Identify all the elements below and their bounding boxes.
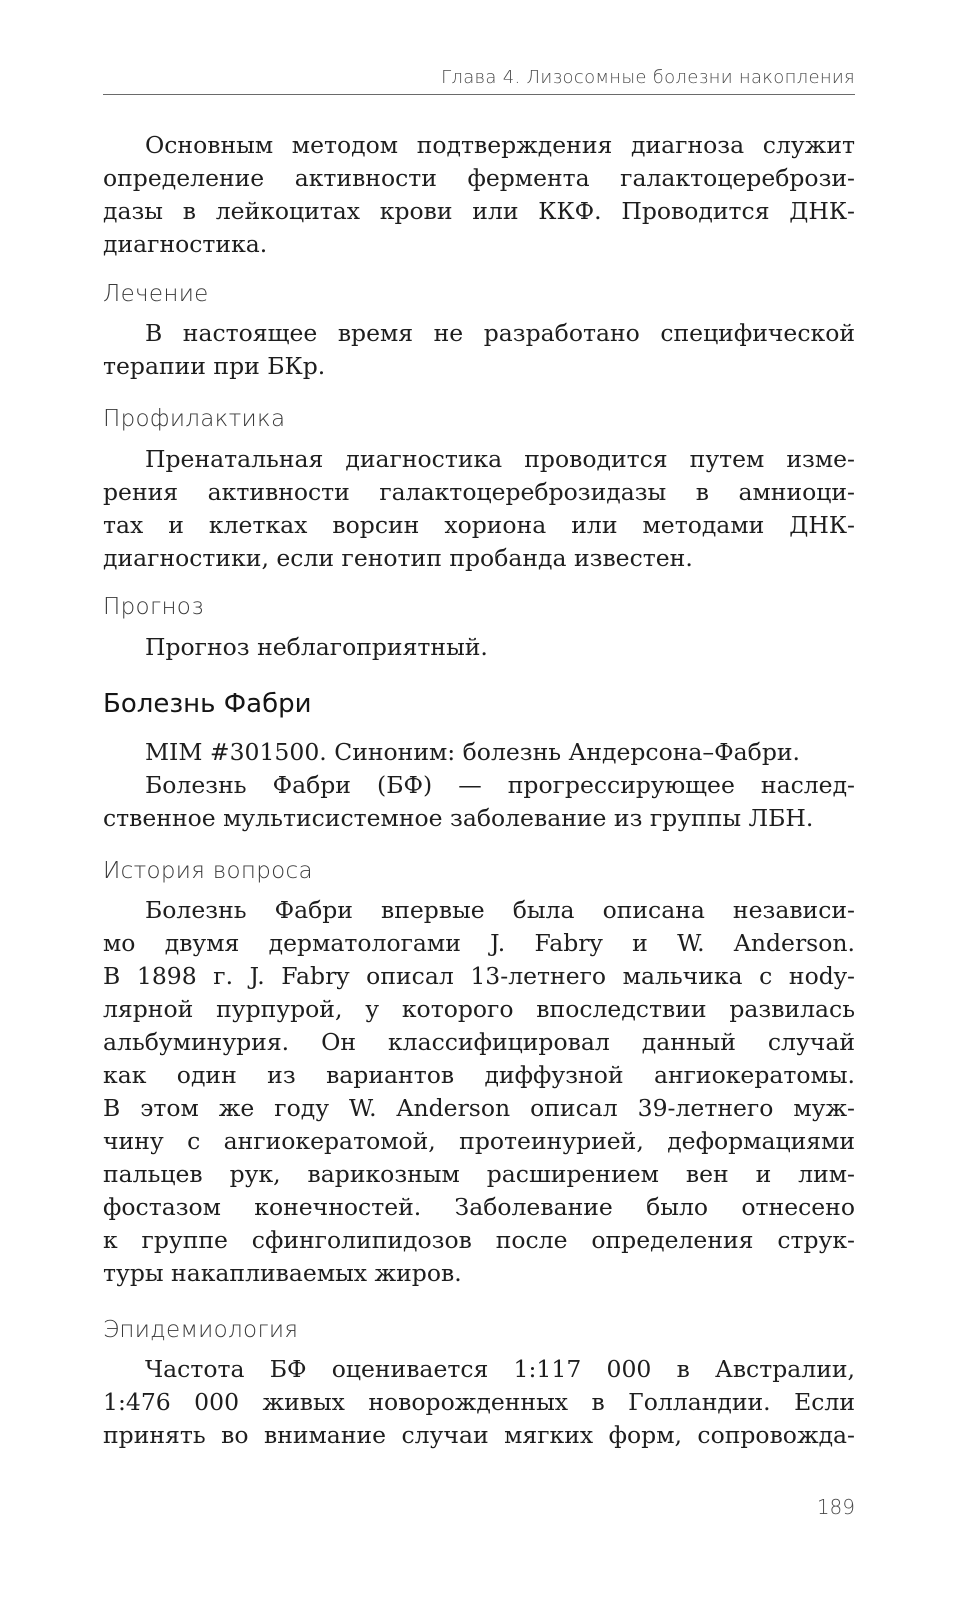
prevention-paragraph xyxy=(103,443,855,575)
treatment-paragraph xyxy=(103,317,855,383)
text-line: В настоящее время не разработано специфической xyxy=(145,319,855,347)
epidemiology-paragraph xyxy=(103,1353,855,1452)
prognosis-paragraph xyxy=(103,631,855,664)
running-header xyxy=(103,66,855,95)
epidemiology-heading: Эпидемиология xyxy=(103,1317,299,1343)
text-line: 1:476 000 живых новорожденных в Голландии. Если xyxy=(103,1388,855,1416)
text-line: В этом же году W. Anderson описал 39-летнего муж- xyxy=(103,1094,855,1122)
text-line: ственное мультисистемное заболевание из группы ЛБН. xyxy=(103,804,814,832)
text-line: терапии при БКр. xyxy=(103,352,326,380)
text-line: дазы в лейкоцитах крови или ККФ. Проводится ДНК- xyxy=(103,197,855,225)
fabry-mim-paragraph xyxy=(103,736,855,769)
text-line: Пренатальная диагностика проводится путем изме- xyxy=(145,445,855,473)
text-line: диагностика. xyxy=(103,230,268,258)
fabry-definition-paragraph xyxy=(103,769,855,835)
history-heading: История вопроса xyxy=(103,858,313,884)
prognosis-heading: Прогноз xyxy=(103,594,204,620)
running-title: Глава 4. Лизосомные болезни накопления xyxy=(441,67,855,88)
treatment-heading: Лечение xyxy=(103,281,209,307)
text-line: лярной пурпурой, у которого впоследствии развилась xyxy=(103,995,855,1023)
text-line: пальцев рук, варикозным расширением вен и лим- xyxy=(103,1160,855,1188)
text-line: В 1898 г. J. Fabry описал 13-летнего мальчика с нody- xyxy=(103,962,855,990)
text-line: рения активности галактоцереброзидазы в амниоци- xyxy=(103,478,855,506)
text-line: альбуминурия. Он классифицировал данный случай xyxy=(103,1028,855,1056)
text-line: Болезнь Фабри впервые была описана независи- xyxy=(145,896,855,924)
fabry-section-title: Болезнь Фабри xyxy=(103,689,312,719)
text-line: Основным методом подтверждения диагноза служит xyxy=(145,131,855,159)
text-line: Прогноз неблагоприятный. xyxy=(145,633,488,661)
text-line: туры накапливаемых жиров. xyxy=(103,1259,462,1287)
text-line: MIM #301500. Синоним: болезнь Андерсона–Фабри. xyxy=(145,738,800,766)
text-line: к группе сфинголипидозов после определения струк- xyxy=(103,1226,855,1254)
history-paragraph xyxy=(103,894,855,1290)
text-line: тах и клетках ворсин хориона или методами ДНК- xyxy=(103,511,855,539)
text-line: мо двумя дерматологами J. Fabry и W. Anderson. xyxy=(103,929,855,957)
page-number: 189 xyxy=(816,1495,855,1519)
text-line: Болезнь Фабри (БФ) — прогрессирующее наслед- xyxy=(145,771,855,799)
text-line: принять во внимание случаи мягких форм, сопровожда- xyxy=(103,1421,855,1449)
text-line: определение активности фермента галактоцеребрози- xyxy=(103,164,855,192)
text-line: как один из вариантов диффузной ангиокератомы. xyxy=(103,1061,855,1089)
text-line: чину с ангиокератомой, протеинурией, деформациями xyxy=(103,1127,855,1155)
diagnosis-paragraph xyxy=(103,129,855,261)
prevention-heading: Профилактика xyxy=(103,406,286,432)
text-line: фостазом конечностей. Заболевание было отнесено xyxy=(103,1193,855,1221)
text-line: диагностики, если генотип пробанда известен. xyxy=(103,544,693,572)
text-line: Частота БФ оценивается 1:117 000 в Австралии, xyxy=(145,1355,855,1383)
